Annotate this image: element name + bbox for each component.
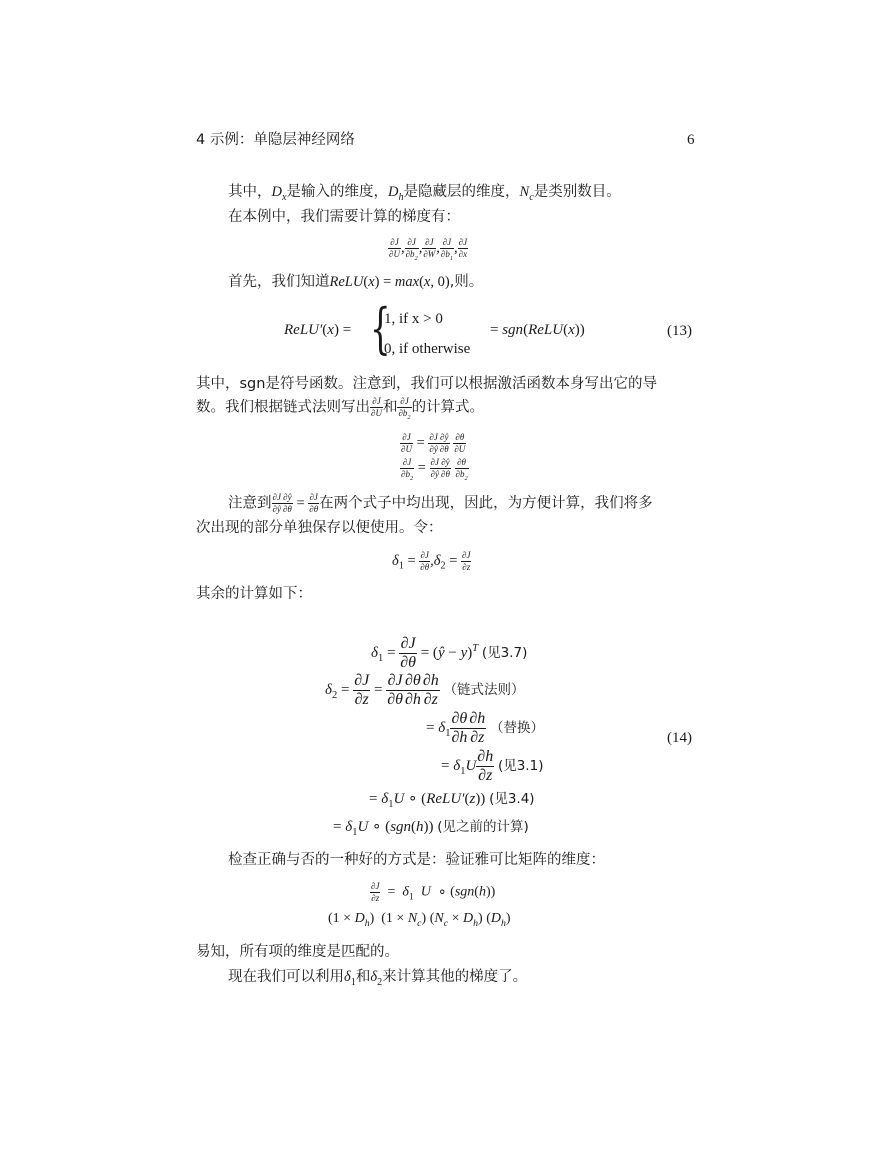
- paragraph-dimensions: 其中，$D_x$是输入的维度，$D_h$是隐藏层的维度，$N_c$是类别数目。: [228, 184, 621, 203]
- equation-14-number: (14): [667, 730, 692, 746]
- paragraph-next-steps: 现在我们可以利用$\delta_1$和$\delta_2$来计算其他的梯度了。: [228, 969, 528, 988]
- equation-14-line1: $\delta_1$ = $\frac{\partial J}{\partial\theta}$ = (ŷ − y)$^T$ (见3.7): [371, 635, 528, 671]
- paragraph-dimensions-match: 易知，所有项的维度是匹配的。: [196, 944, 399, 960]
- paragraph-note-line1: 注意到 $\frac{\partial J}{\partial ŷ}$ $\frac{\partial ŷ}{\partial\theta}$ = $\frac{\partial J}{\partial\theta}$ 在两个式子中均出现，因此，为方便计算，我们将多: [228, 492, 653, 514]
- paragraph-rest: 其余的计算如下：: [196, 586, 312, 602]
- equation-14-line4: = $\delta_1U$ $\frac{\partial h}{\partial z}$ (见3.1): [441, 748, 544, 784]
- equation-14-line5: = $\delta_1U$ ∘ (ReLU′(z)) (见3.4): [369, 791, 535, 810]
- equation-14-line3: = $\delta_1$ $\frac{\partial\theta}{\partial h}$ $\frac{\partial h}{\partial z}$ （替换）: [426, 710, 545, 746]
- paragraph-sgn-line2: 数。我们根据链式法则写出 $\frac{\partial J}{\partial U}$ 和 $\frac{\partial J}{\partial b_2}$ 的计算式。: [196, 396, 485, 421]
- paragraph-jacobian-check: 检查正确与否的一种好的方式是：验证雅可比矩阵的维度：: [228, 852, 605, 868]
- gradient-list-equation: $\frac{\partial J}{\partial U}$ , $\frac{\partial J}{\partial b_2}$ , $\frac{\partial J}{\partial W}$ , $\frac{\partial J}{\partial b_1}$ , $\frac{\partial J}{\partial x}$: [389, 237, 468, 262]
- paragraph-sgn-line1: 其中，sgn是符号函数。注意到，我们可以根据激活函数本身写出它的导: [196, 376, 657, 392]
- jacobian-dimensions: $(1 \times D_h)$ $(1 \times N_c)$ $(N_c \times D_h)$ $(D_h)$: [328, 911, 511, 929]
- paragraph-gradients-intro: 在本例中，我们需要计算的梯度有：: [228, 209, 460, 225]
- paragraph-note-line2: 次出现的部分单独保存以便使用。令：: [196, 520, 443, 536]
- chain-rule-dU: $\frac{\partial J}{\partial U}$ = $\frac{\partial J}{\partial ŷ}$ $\frac{\partial ŷ}{\partial\theta}$ $\frac{\partial\theta}{\partial U}$: [401, 432, 466, 454]
- equation-14-line6: = $\delta_1U$ ∘ (sgn(h)) (见之前的计算): [333, 819, 529, 838]
- delta-definitions: $\delta_1$ = $\frac{\partial J}{\partial\theta}$ $,\delta_2$ = $\frac{\partial J}{\partial z}$: [392, 550, 471, 572]
- running-header-section: 4 示例：单隐层神经网络: [196, 132, 355, 148]
- paragraph-relu-intro: 首先，我们知道ReLU(x) = max(x, 0),则。: [228, 274, 484, 290]
- chain-rule-db2: $\frac{\partial J}{\partial b_2}$ = $\frac{\partial J}{\partial ŷ}$ $\frac{\partial ŷ}{\partial\theta}$ $\frac{\partial\theta}{\partial b_2}$: [401, 457, 468, 482]
- equation-14-line2: $\delta_2$ = $\frac{\partial J}{\partial z}$ = $\frac{\partial J}{\partial\theta}$ $\frac{\partial\theta}{\partial h}$ $\frac{\partial h}{\partial z}$ （链式法则）: [325, 672, 525, 708]
- jacobian-equation: $\frac{\partial J}{\partial z}$ = $\delta_1$ U ∘ (sgn(h)): [371, 881, 496, 903]
- equation-13-number: (13): [667, 323, 692, 339]
- equation-13-case-otherwise: 0, if otherwise: [384, 341, 471, 357]
- equation-13-case-positive: 1, if x > 0: [384, 311, 443, 327]
- page-number: 6: [687, 132, 695, 148]
